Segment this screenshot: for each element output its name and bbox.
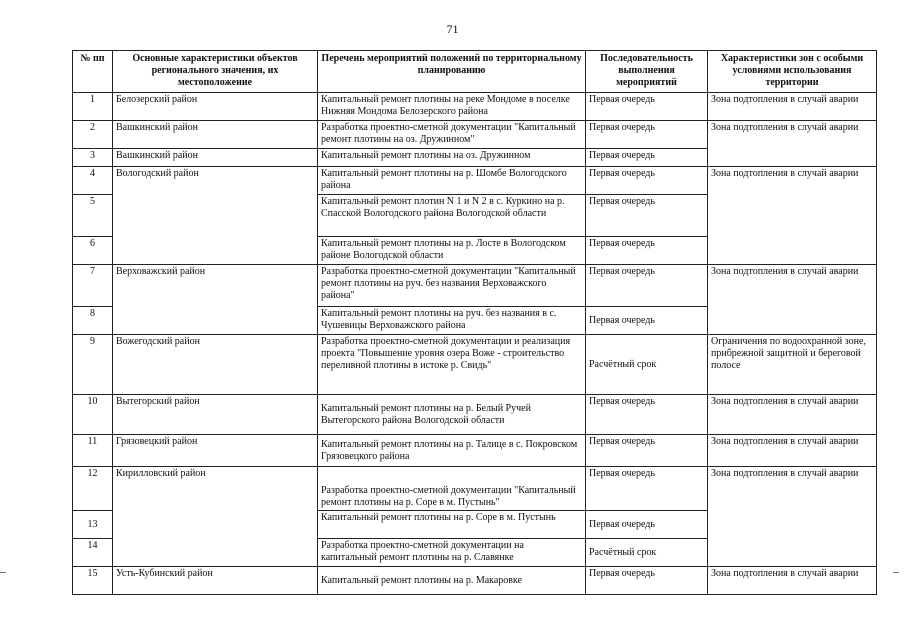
district-cell: Белозерский район — [113, 93, 318, 121]
measure-cell: Капитальный ремонт плотины на р. Шомбе Вологодского района — [318, 167, 586, 195]
measure-cell: Капитальный ремонт плотины на р. Макаровке — [318, 567, 586, 595]
row-number: 1 — [73, 93, 113, 121]
measure-cell: Разработка проектно-сметной документации и реализация проекта "Повышение уровня озера Воже - строительство переливной плотины в истоке р. Свидь" — [318, 335, 586, 395]
row-number: 12 — [73, 467, 113, 511]
row-number: 4 — [73, 167, 113, 195]
measure-cell: Капитальный ремонт плотины на р. Соре в м. Пустынь — [318, 511, 586, 539]
order-cell: Первая очередь — [586, 435, 708, 467]
order-cell: Первая очередь — [586, 195, 708, 237]
table-row — [73, 435, 877, 467]
table-row — [73, 567, 877, 595]
table-row — [73, 121, 877, 149]
table-row — [73, 265, 877, 307]
row-number: 14 — [73, 539, 113, 567]
district-cell: Вашкинский район — [113, 149, 318, 167]
measure-cell: Разработка проектно-сметной документации "Капитальный ремонт плотины на оз. Дружинном" — [318, 121, 586, 149]
zone-cell: Зона подтопления в случай аварии — [708, 567, 877, 595]
order-cell: Первая очередь — [586, 237, 708, 265]
district-cell: Вологодский район — [113, 167, 318, 265]
row-number: 6 — [73, 237, 113, 265]
measure-cell: Разработка проектно-сметной документации на капитальный ремонт плотины на р. Славянке — [318, 539, 586, 567]
page-number: 71 — [446, 22, 459, 36]
row-number: 11 — [73, 435, 113, 467]
table-row — [73, 167, 877, 195]
district-cell: Верховажский район — [113, 265, 318, 335]
district-cell: Вашкинский район — [113, 121, 318, 149]
order-cell: Первая очередь — [586, 307, 708, 335]
district-cell: Вытегорский район — [113, 395, 318, 435]
header-measures: Перечень мероприятий положений по территориальному планированию — [318, 51, 586, 93]
order-cell: Первая очередь — [586, 121, 708, 149]
header-zones: Характеристики зон с особыми условиями использования территории — [708, 51, 877, 93]
zone-cell: Ограничения по водоохранной зоне, прибрежной защитной и береговой полосе — [708, 335, 877, 395]
table-row — [73, 395, 877, 435]
row-number: 7 — [73, 265, 113, 307]
planning-table — [72, 50, 877, 595]
table-row — [73, 93, 877, 121]
measure-cell: Капитальный ремонт плотины на р. Лосте в Вологодском районе Вологодской области — [318, 237, 586, 265]
order-cell: Первая очередь — [586, 265, 708, 307]
measure-cell: Капитальный ремонт плотины на реке Мондоме в поселке Нижняя Мондома Белозерского района — [318, 93, 586, 121]
zone-cell: Зона подтопления в случай аварии — [708, 395, 877, 435]
district-cell: Вожегодский район — [113, 335, 318, 395]
zone-cell: Зона подтопления в случай аварии — [708, 435, 877, 467]
header-num: № пп — [73, 51, 113, 93]
measure-cell: Капитальный ремонт плотины на руч. без названия в с. Чушевицы Верховажского района — [318, 307, 586, 335]
table-row — [73, 467, 877, 511]
order-cell: Первая очередь — [586, 567, 708, 595]
row-number: 15 — [73, 567, 113, 595]
row-number: 3 — [73, 149, 113, 167]
order-cell: Расчётный срок — [586, 539, 708, 567]
measure-cell: Капитальный ремонт плотины на р. Белый Ручей Вытегорского района Вологодской области — [318, 395, 586, 435]
order-cell: Первая очередь — [586, 149, 708, 167]
scan-edge-mark — [0, 572, 6, 573]
order-cell: Первая очередь — [586, 511, 708, 539]
measure-cell: Капитальный ремонт плотины на р. Талице в с. Покровском Грязовецкого района — [318, 435, 586, 467]
measure-cell: Капитальный ремонт плотины на оз. Дружинном — [318, 149, 586, 167]
order-cell: Первая очередь — [586, 467, 708, 511]
district-cell: Усть-Кубинский район — [113, 567, 318, 595]
row-number: 13 — [73, 511, 113, 539]
table-row — [73, 335, 877, 395]
zone-cell: Зона подтопления в случай аварии — [708, 121, 877, 167]
row-number: 9 — [73, 335, 113, 395]
header-sequence: Последовательность выполнения мероприятий — [586, 51, 708, 93]
zone-cell: Зона подтопления в случай аварии — [708, 467, 877, 567]
measure-cell: Капитальный ремонт плотин N 1 и N 2 в с. Куркино на р. Спасской Вологодского района Вологодской области — [318, 195, 586, 237]
district-cell: Кирилловский район — [113, 467, 318, 567]
measure-cell: Разработка проектно-сметной документации "Капитальный ремонт плотины на руч. без названия Верховажского района" — [318, 265, 586, 307]
order-cell: Первая очередь — [586, 93, 708, 121]
zone-cell: Зона подтопления в случай аварии — [708, 93, 877, 121]
zone-cell: Зона подтопления в случай аварии — [708, 167, 877, 265]
row-number: 5 — [73, 195, 113, 237]
row-number: 10 — [73, 395, 113, 435]
row-number: 8 — [73, 307, 113, 335]
order-cell: Первая очередь — [586, 395, 708, 435]
scan-edge-mark — [893, 572, 899, 573]
district-cell: Грязовецкий район — [113, 435, 318, 467]
header-characteristics: Основные характеристики объектов регионального значения, их местоположение — [113, 51, 318, 93]
order-cell: Расчётный срок — [586, 335, 708, 395]
measure-cell: Разработка проектно-сметной документации "Капитальный ремонт плотины на р. Соре в м. Пустынь" — [318, 467, 586, 511]
table-header-row — [73, 51, 877, 93]
row-number: 2 — [73, 121, 113, 149]
order-cell: Первая очередь — [586, 167, 708, 195]
zone-cell: Зона подтопления в случай аварии — [708, 265, 877, 335]
